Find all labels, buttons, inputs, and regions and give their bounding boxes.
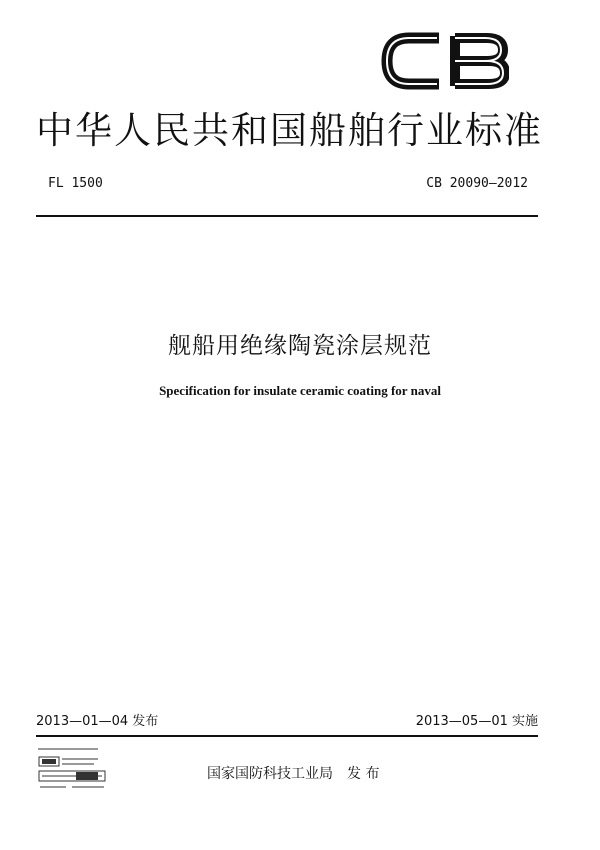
issuer-action: 发 布 bbox=[347, 766, 380, 782]
document-title-english: Specification for insulate ceramic coating for naval bbox=[159, 383, 441, 398]
standard-category-title: 中华人民共和国船舶行业标准 bbox=[36, 109, 543, 152]
library-stamp bbox=[36, 744, 118, 794]
standard-number: CB 20090—2012 bbox=[426, 176, 528, 191]
cb-logo bbox=[381, 30, 509, 92]
footer-divider bbox=[36, 735, 538, 737]
issuing-authority bbox=[207, 765, 379, 783]
issuer-name: 国家国防科技工业局 bbox=[207, 766, 333, 782]
issue-date: 2013—01—04 发布 bbox=[36, 714, 159, 729]
document-title-chinese: 舰船用绝缘陶瓷涂层规范 bbox=[168, 333, 432, 359]
effective-date: 2013—05—01 实施 bbox=[415, 714, 538, 729]
header-divider bbox=[36, 215, 538, 217]
classification-code: FL 1500 bbox=[48, 176, 103, 191]
